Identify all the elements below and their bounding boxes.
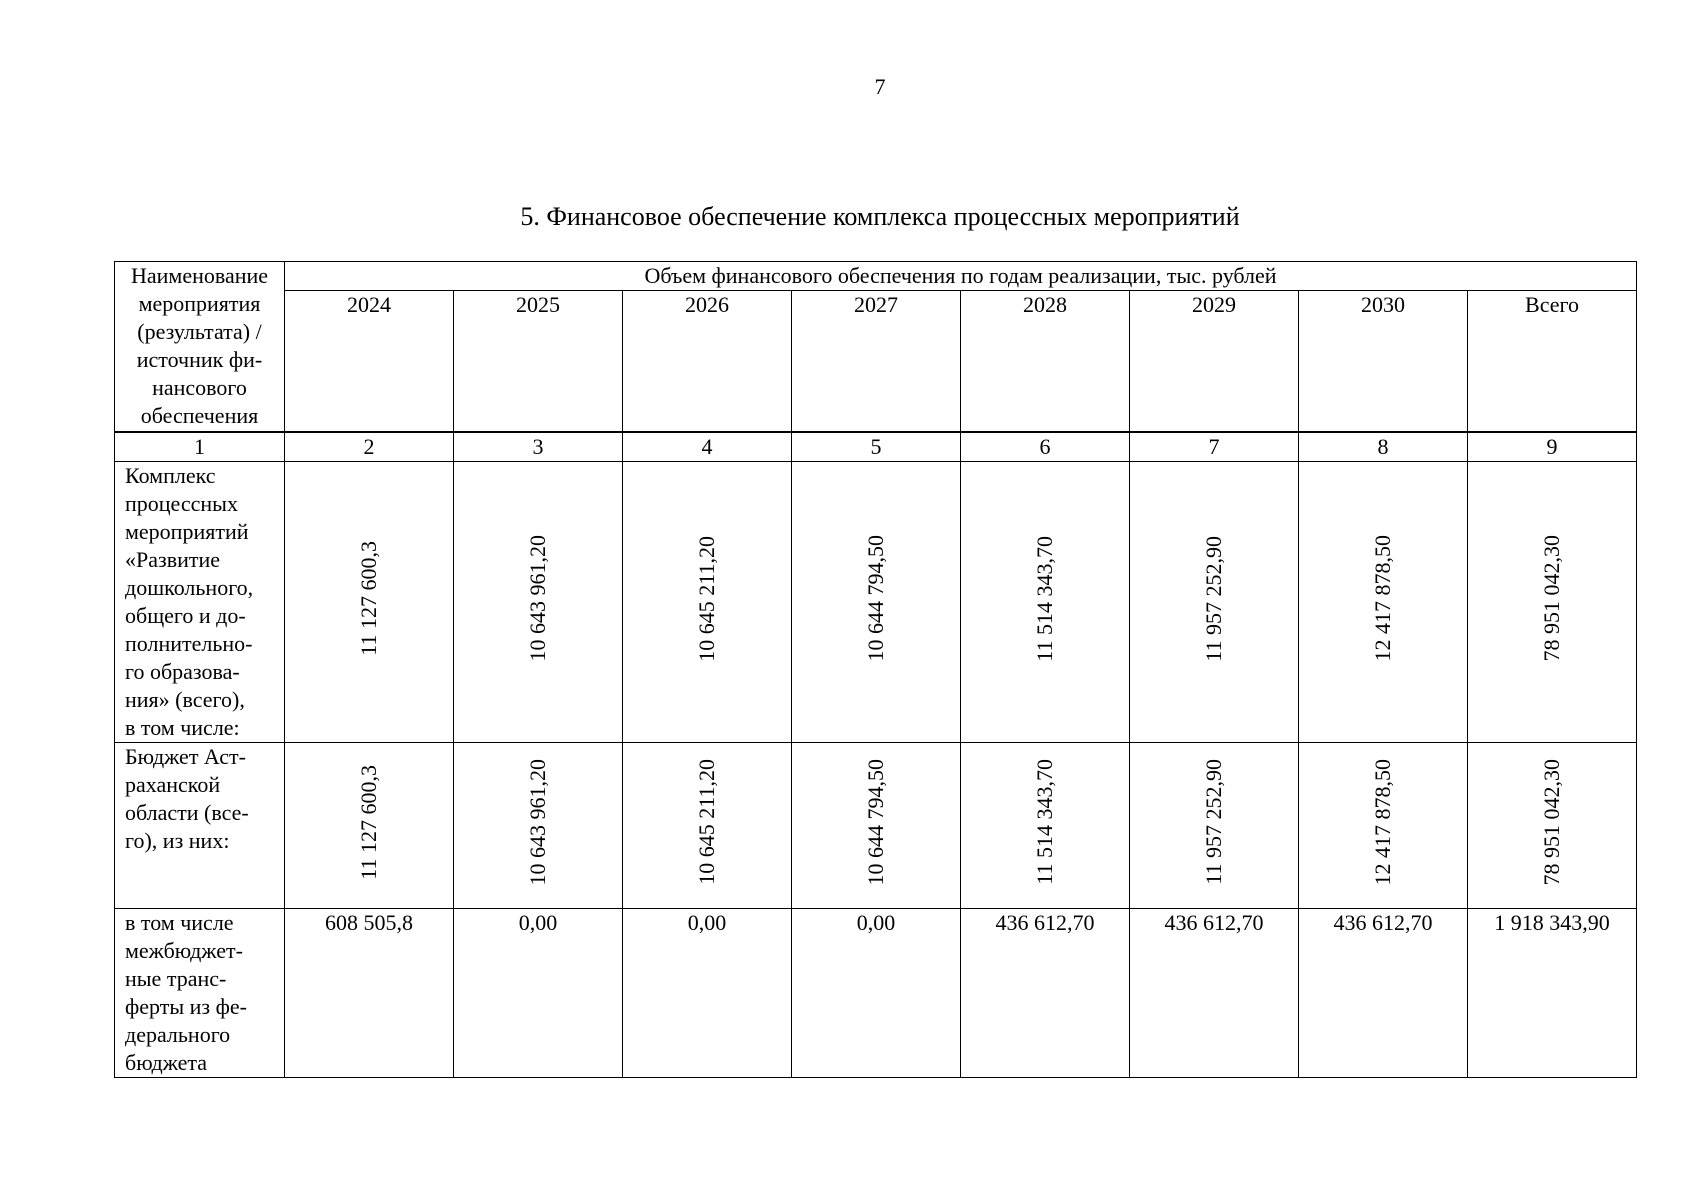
row-name-line: бюджета <box>125 1050 208 1075</box>
value-cell <box>285 743 454 909</box>
row-name-line: в том числе <box>125 910 234 935</box>
row-name <box>115 462 285 743</box>
row-name-line: общего и до- <box>125 603 246 628</box>
column-number: 9 <box>1468 433 1637 462</box>
value-cell <box>1299 743 1468 909</box>
name-header-line: источник фи- <box>136 347 263 372</box>
value-text: 78 951 042,30 <box>1539 535 1564 662</box>
row-name-line: Бюджет Аст- <box>125 744 246 769</box>
value-cell: 0,00 <box>792 909 961 1078</box>
value-cell <box>792 462 961 743</box>
year-header: 2029 <box>1130 291 1299 432</box>
row-name-line: го), из них: <box>125 828 230 853</box>
value-text: 11 127 600,3 <box>356 764 381 880</box>
row-name-line: ния» (всего), <box>125 687 245 712</box>
value-cell <box>1468 462 1637 743</box>
year-header: 2028 <box>961 291 1130 432</box>
row-name <box>115 909 285 1078</box>
value-text: 10 643 961,20 <box>525 535 550 662</box>
row-name-line: «Развитие <box>125 547 221 572</box>
value-cell: 0,00 <box>623 909 792 1078</box>
name-header-line: Наименование <box>130 263 269 288</box>
value-cell <box>1468 743 1637 909</box>
value-cell <box>961 462 1130 743</box>
name-header-line: (результата) / <box>137 319 262 344</box>
value-cell: 608 505,8 <box>285 909 454 1078</box>
financing-table <box>114 432 1637 1078</box>
row-name-line: в том числе: <box>125 715 240 740</box>
table-row <box>115 462 1637 743</box>
name-header-line: мероприятия <box>138 291 261 316</box>
column-number: 3 <box>454 433 623 462</box>
value-cell: 1 918 343,90 <box>1468 909 1637 1078</box>
value-text: 11 514 343,70 <box>1032 759 1057 885</box>
row-name-line: межбюджет- <box>125 938 243 963</box>
row-name-line: ферты из фе- <box>125 994 247 1019</box>
year-header: 2025 <box>454 291 623 432</box>
table-header <box>114 261 1637 432</box>
row-name-line: ные транс- <box>125 966 227 991</box>
group-header: Объем финансового обеспечения по годам реализации, тыс. рублей <box>285 262 1637 291</box>
value-cell <box>792 743 961 909</box>
row-name-line: дошкольного, <box>125 575 254 600</box>
value-cell <box>961 743 1130 909</box>
name-header-line: нансового <box>152 375 247 400</box>
row-name-line: го образова- <box>125 659 240 684</box>
value-cell <box>1130 462 1299 743</box>
name-header-line: обеспечения <box>140 403 259 428</box>
value-cell <box>623 743 792 909</box>
value-cell: 436 612,70 <box>1299 909 1468 1078</box>
value-text: 10 644 794,50 <box>863 535 888 662</box>
value-text: 11 957 252,90 <box>1201 535 1226 662</box>
year-header: 2030 <box>1299 291 1468 432</box>
table-row <box>115 909 1637 1078</box>
value-text: 10 645 211,20 <box>694 535 719 662</box>
column-number: 6 <box>961 433 1130 462</box>
section-title: 5. Финансовое обеспечение комплекса процессных мероприятий <box>520 202 1240 231</box>
row-name-line: Комплекс <box>125 463 216 488</box>
year-header: 2027 <box>792 291 961 432</box>
value-cell <box>454 743 623 909</box>
column-number: 7 <box>1130 433 1299 462</box>
value-cell <box>623 462 792 743</box>
year-header: Всего <box>1468 291 1637 432</box>
value-text: 11 514 343,70 <box>1032 535 1057 662</box>
value-cell: 0,00 <box>454 909 623 1078</box>
column-number: 1 <box>115 433 285 462</box>
value-text: 11 127 600,3 <box>356 541 381 656</box>
row-name-line: дерального <box>125 1022 231 1047</box>
column-number: 2 <box>285 433 454 462</box>
value-text: 11 957 252,90 <box>1201 759 1226 885</box>
value-text: 10 644 794,50 <box>863 758 888 886</box>
value-cell <box>454 462 623 743</box>
row-name-line: процессных <box>125 491 238 516</box>
year-header: 2026 <box>623 291 792 432</box>
value-text: 10 643 961,20 <box>525 758 550 886</box>
value-cell <box>1299 462 1468 743</box>
row-name-line: полнительно- <box>125 631 253 656</box>
year-header: 2024 <box>285 291 454 432</box>
column-number: 5 <box>792 433 961 462</box>
row-name-line: раханской <box>125 772 221 797</box>
column-number: 8 <box>1299 433 1468 462</box>
value-cell: 436 612,70 <box>961 909 1130 1078</box>
value-text: 12 417 878,50 <box>1370 535 1395 662</box>
value-cell <box>285 462 454 743</box>
value-cell <box>1130 743 1299 909</box>
value-text: 12 417 878,50 <box>1370 758 1395 886</box>
column-number: 4 <box>623 433 792 462</box>
row-name-line: мероприятий <box>125 519 249 544</box>
page-number: 7 <box>874 74 886 99</box>
row-name-line: области (все- <box>125 800 249 825</box>
name-column-header <box>115 262 285 432</box>
value-text: 78 951 042,30 <box>1539 758 1564 886</box>
table-row <box>115 743 1637 909</box>
value-cell: 436 612,70 <box>1130 909 1299 1078</box>
row-name <box>115 743 285 909</box>
value-text: 10 645 211,20 <box>694 759 719 885</box>
